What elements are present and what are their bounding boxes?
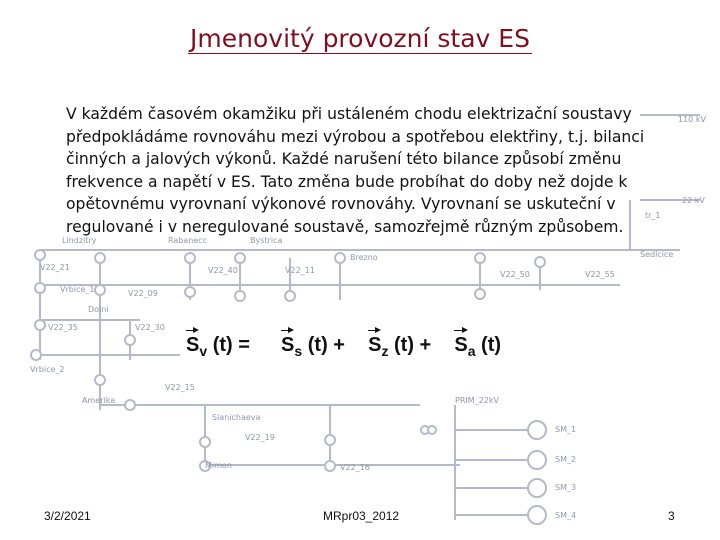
- vector-arrow: S: [454, 334, 468, 356]
- diagram-label: Rabanecc: [168, 236, 208, 245]
- diagram-label: Slanichaeva: [212, 413, 261, 422]
- power-balance-equation: $S_v$ $(t) = S_s$ $(t) + S_z$ $(t) + S_a$ (t): [186, 334, 502, 359]
- slide-title: [0, 24, 720, 53]
- body-paragraph: V každém časovém okamžiku při ustáleném chodu elektrizační soustavy předpokládáme rovnováhu mezi výrobou a spotřebou elektřiny, t.j. bilanci činných a jalových výkonů. Každé narušení této bilance způsobí změnu frekvence a napětí v ES. Tato změna bude probíhat do doby než dojde k opětovnému vyrovnaní výkonové rovnováhy. Vyrovnaní se uskuteční v regulované i v neregulované soustavě, samozřejmě různým způsobem.: [66, 105, 645, 236]
- diagram-nodes: [31, 250, 546, 524]
- diagram-label: tr_1: [645, 211, 661, 220]
- footer-date: 3/2/2021: [44, 509, 91, 523]
- diagram-label: PRIM_22kV: [455, 396, 499, 405]
- diagram-label: SM_4: [555, 511, 577, 520]
- diagram-label: Bystrica: [250, 236, 283, 245]
- diagram-label: Sedlcice: [640, 250, 674, 259]
- diagram-label: Dolni: [88, 305, 109, 314]
- diagram-label: 110 kV: [678, 115, 706, 124]
- diagram-label: SM_3: [555, 483, 577, 492]
- diagram-label: SM_2: [555, 455, 577, 464]
- vector-arrow: S: [186, 334, 200, 356]
- diagram-label: SM_1: [555, 425, 577, 434]
- diagram-label: Brezno: [350, 253, 378, 262]
- slide-title-text: Jmenovitý provozní stav ES: [190, 24, 530, 53]
- diagram-label: V22_16: [340, 463, 370, 472]
- diagram-label: V22_21: [40, 263, 70, 272]
- diagram-label: Vrbice_2: [30, 365, 65, 374]
- diagram-label: Amerika: [82, 396, 116, 405]
- diagram-label: V22_15: [165, 383, 195, 392]
- page-number: 3: [668, 509, 675, 523]
- diagram-label: V22_30: [135, 323, 165, 332]
- diagram-label: 22 kV: [682, 196, 705, 205]
- diagram-label: V22_55: [585, 270, 615, 279]
- diagram-label: V22_09: [128, 289, 158, 298]
- footer-center-text: MRpr03_2012: [323, 509, 400, 523]
- vector-arrow: S: [368, 334, 382, 356]
- diagram-label: V22_50: [500, 270, 530, 279]
- diagram-label: V22_19: [245, 433, 275, 442]
- vector-arrow: S: [281, 334, 295, 356]
- diagram-label: Lindzitry: [62, 236, 97, 245]
- diagram-label: Mimon: [205, 461, 232, 470]
- diagram-label: Vrbice_1: [60, 285, 95, 294]
- diagram-label: V22_11: [285, 266, 315, 275]
- diagram-label: V22_35: [48, 323, 78, 332]
- diagram-label: V22_40: [208, 266, 238, 275]
